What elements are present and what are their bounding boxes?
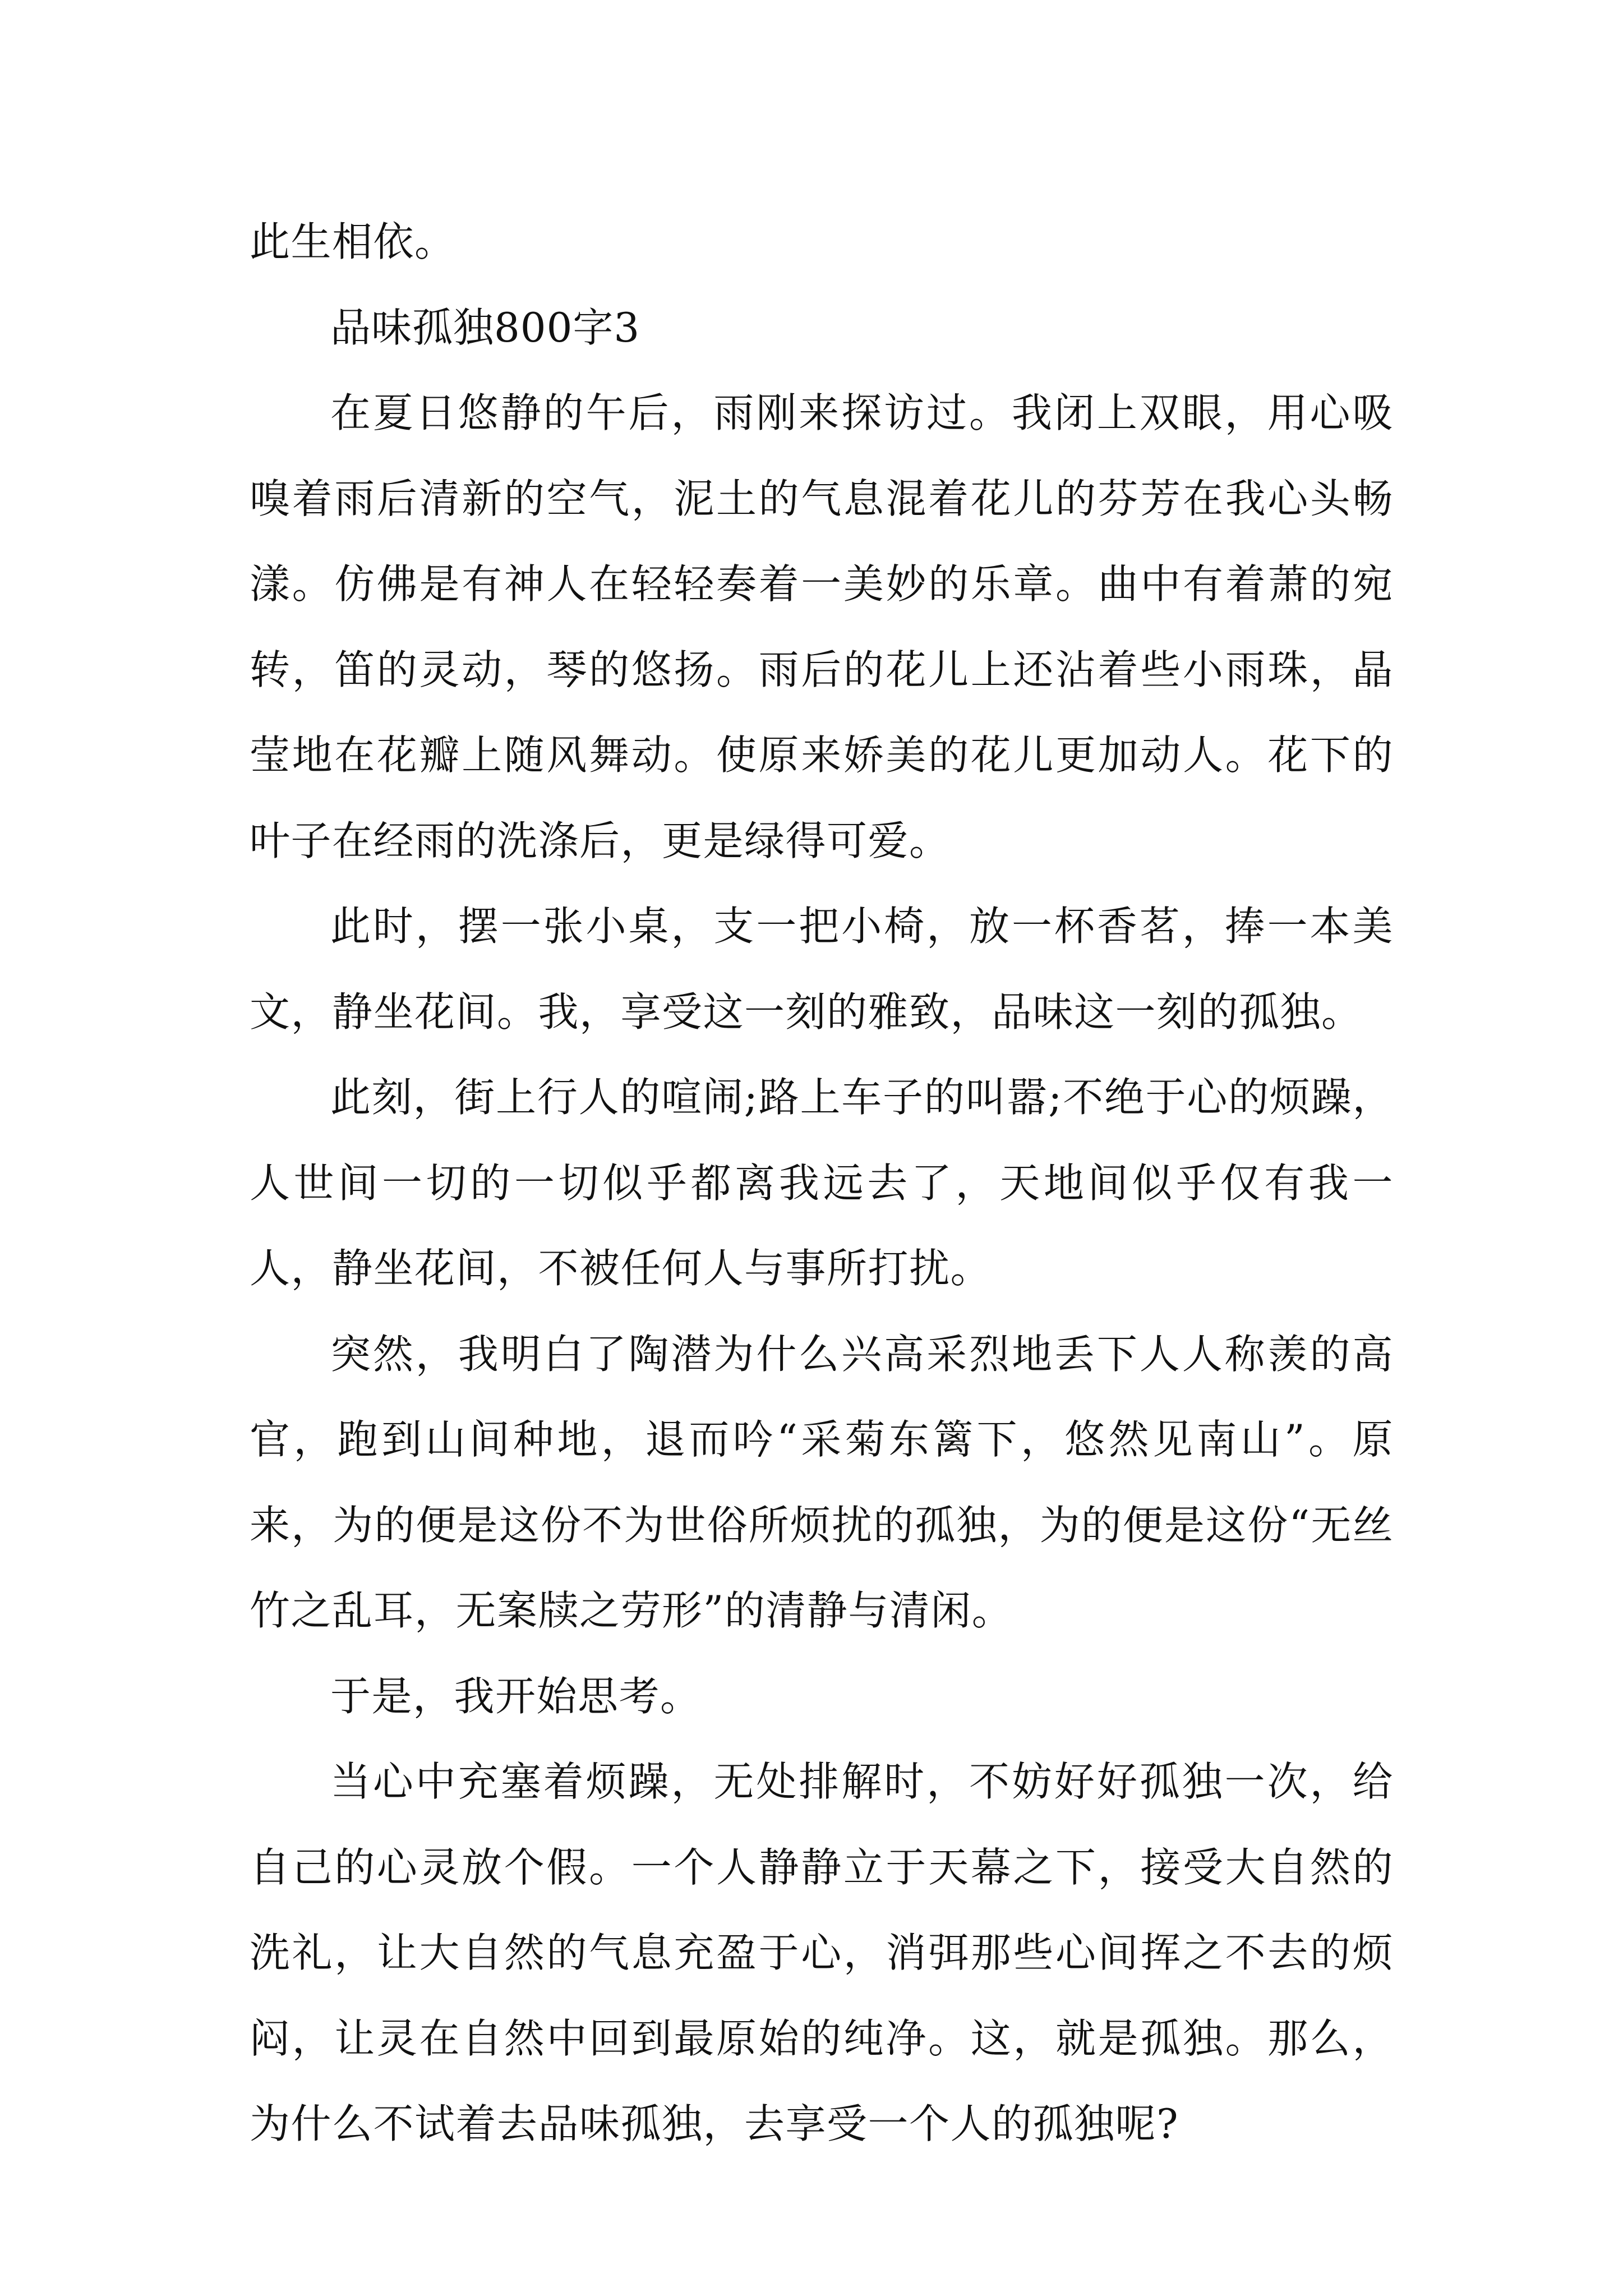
paragraph-noise-fades: 此刻，街上行人的喧闹;路上车子的叫嚣;不绝于心的烦躁，人世间一切的一切似乎都离我远去了，天地间似乎仅有我一人，静坐花间，不被任何人与事所打扰。 bbox=[250, 1074, 1394, 1292]
paragraph-start-thinking: 于是，我开始思考。 bbox=[330, 1672, 702, 1720]
paragraph-summer-afternoon: 在夏日悠静的午后，雨刚来探访过。我闭上双眼，用心吸嗅着雨后清新的空气，泥土的气息混着花儿的芬芳在我心头畅漾。仿佛是有神人在轻轻奏着一美妙的乐章。曲中有着萧的宛转，笛的灵动，琴的悠扬。雨后的花儿上还沾着些小雨珠，晶莹地在花瓣上随风舞动。使原来娇美的花儿更加动人。花下的叶子在经雨的洗涤后，更是绿得可爱。 bbox=[250, 389, 1394, 864]
paragraph-sit-among-flowers: 此时，摆一张小桌，支一把小椅，放一杯香茗，捧一本美文，静坐花间。我，享受这一刻的雅致，品味这一刻的孤独。 bbox=[250, 903, 1394, 1036]
paragraph-closing-line: 此生相依。 bbox=[250, 218, 456, 265]
document-page bbox=[250, 199, 1394, 2167]
paragraph-tao-qian: 突然，我明白了陶潜为什么兴高采烈地丢下人人称羡的高官，跑到山间种地，退而吟“采菊东篱下，悠然见南山”。原来，为的便是这份不为世俗所烦扰的孤独，为的便是这份“无丝竹之乱耳，无案牍之劳形”的清静与清闲。 bbox=[250, 1330, 1394, 1634]
section-title: 品味孤独800字3 bbox=[330, 303, 640, 351]
paragraph-savor-solitude: 当心中充塞着烦躁，无处排解时，不妨好好孤独一次，给自己的心灵放个假。一个人静静立于天幕之下，接受大自然的洗礼，让大自然的气息充盈于心，消弭那些心间挥之不去的烦闷，让灵在自然中回到最原始的纯净。这，就是孤独。那么，为什么不试着去品味孤独，去享受一个人的孤独呢? bbox=[250, 1758, 1394, 2147]
